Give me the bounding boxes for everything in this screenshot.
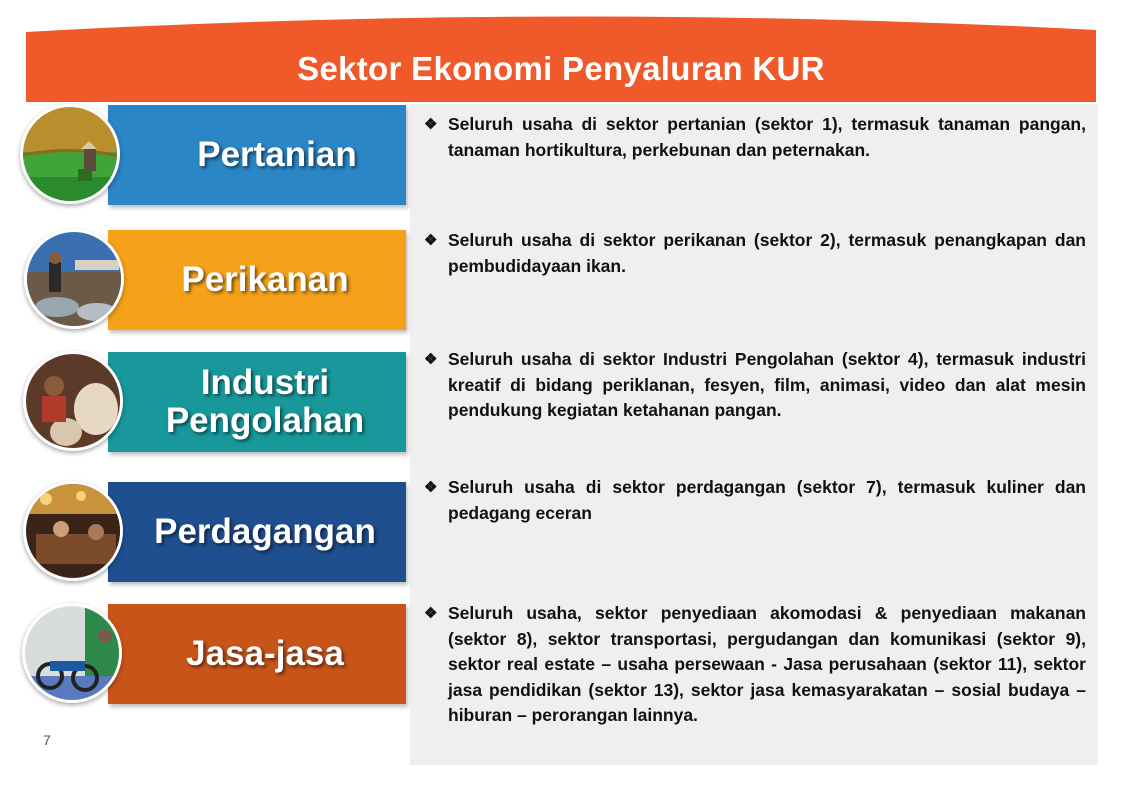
description-text: Seluruh usaha di sektor pertanian (sektor 1), termasuk tanaman pangan, tanaman hortikultura, perkebunan dan peternakan. bbox=[448, 114, 1086, 160]
fish-market-photo bbox=[24, 229, 124, 329]
diamond-bullet-icon: ❖ bbox=[424, 351, 438, 368]
description-jasa-jasa bbox=[424, 601, 1086, 729]
sector-label: Industri Pengolahan bbox=[165, 363, 365, 440]
page-number: 7 bbox=[43, 732, 51, 748]
sector-perdagangan bbox=[20, 482, 406, 582]
title-banner bbox=[26, 8, 1096, 102]
diamond-bullet-icon: ❖ bbox=[424, 479, 438, 496]
sector-industri-pengolahan bbox=[20, 352, 406, 452]
sector-perikanan bbox=[20, 230, 406, 330]
diamond-bullet-icon: ❖ bbox=[424, 605, 438, 622]
description-perikanan bbox=[424, 228, 1086, 279]
sector-label: Perikanan bbox=[181, 260, 349, 299]
sector-jasa-jasa bbox=[20, 604, 406, 704]
rice-farmer-photo bbox=[20, 104, 120, 204]
description-pertanian bbox=[424, 112, 1086, 163]
sector-label: Jasa-jasa bbox=[186, 634, 344, 673]
market-stall-photo bbox=[23, 481, 123, 581]
diamond-bullet-icon: ❖ bbox=[424, 232, 438, 249]
description-text: Seluruh usaha di sektor perikanan (sektor 2), termasuk penangkapan dan pembudidayaan ikan. bbox=[448, 230, 1086, 276]
description-text: Seluruh usaha, sektor penyediaan akomodasi & penyediaan makanan (sektor 8), sektor transportasi, pergudangan dan komunikasi (sektor 9), sektor real estate – usaha persewaan - Jasa perusahaan (sektor 11), sektor jasa pendidikan (sektor 13), sektor jasa kemasyarakatan – sosial budaya – hiburan – perorangan lainnya. bbox=[448, 603, 1086, 725]
sector-label: Pertanian bbox=[197, 135, 357, 174]
diamond-bullet-icon: ❖ bbox=[424, 116, 438, 133]
description-text: Seluruh usaha di sektor Industri Pengolahan (sektor 4), termasuk industri kreatif di bidang periklanan, fesyen, film, animasi, video dan alat mesin pendukung kegiatan ketahanan pangan. bbox=[448, 349, 1086, 420]
motorbike-workshop-photo bbox=[22, 603, 122, 703]
sector-pertanian bbox=[20, 105, 406, 205]
pottery-craft-photo bbox=[23, 351, 123, 451]
page-title: Sektor Ekonomi Penyaluran KUR bbox=[297, 50, 825, 87]
description-perdagangan bbox=[424, 475, 1086, 526]
description-industri-pengolahan bbox=[424, 347, 1086, 424]
sector-label: Perdagangan bbox=[154, 512, 376, 551]
description-text: Seluruh usaha di sektor perdagangan (sektor 7), termasuk kuliner dan pedagang eceran bbox=[448, 477, 1086, 523]
